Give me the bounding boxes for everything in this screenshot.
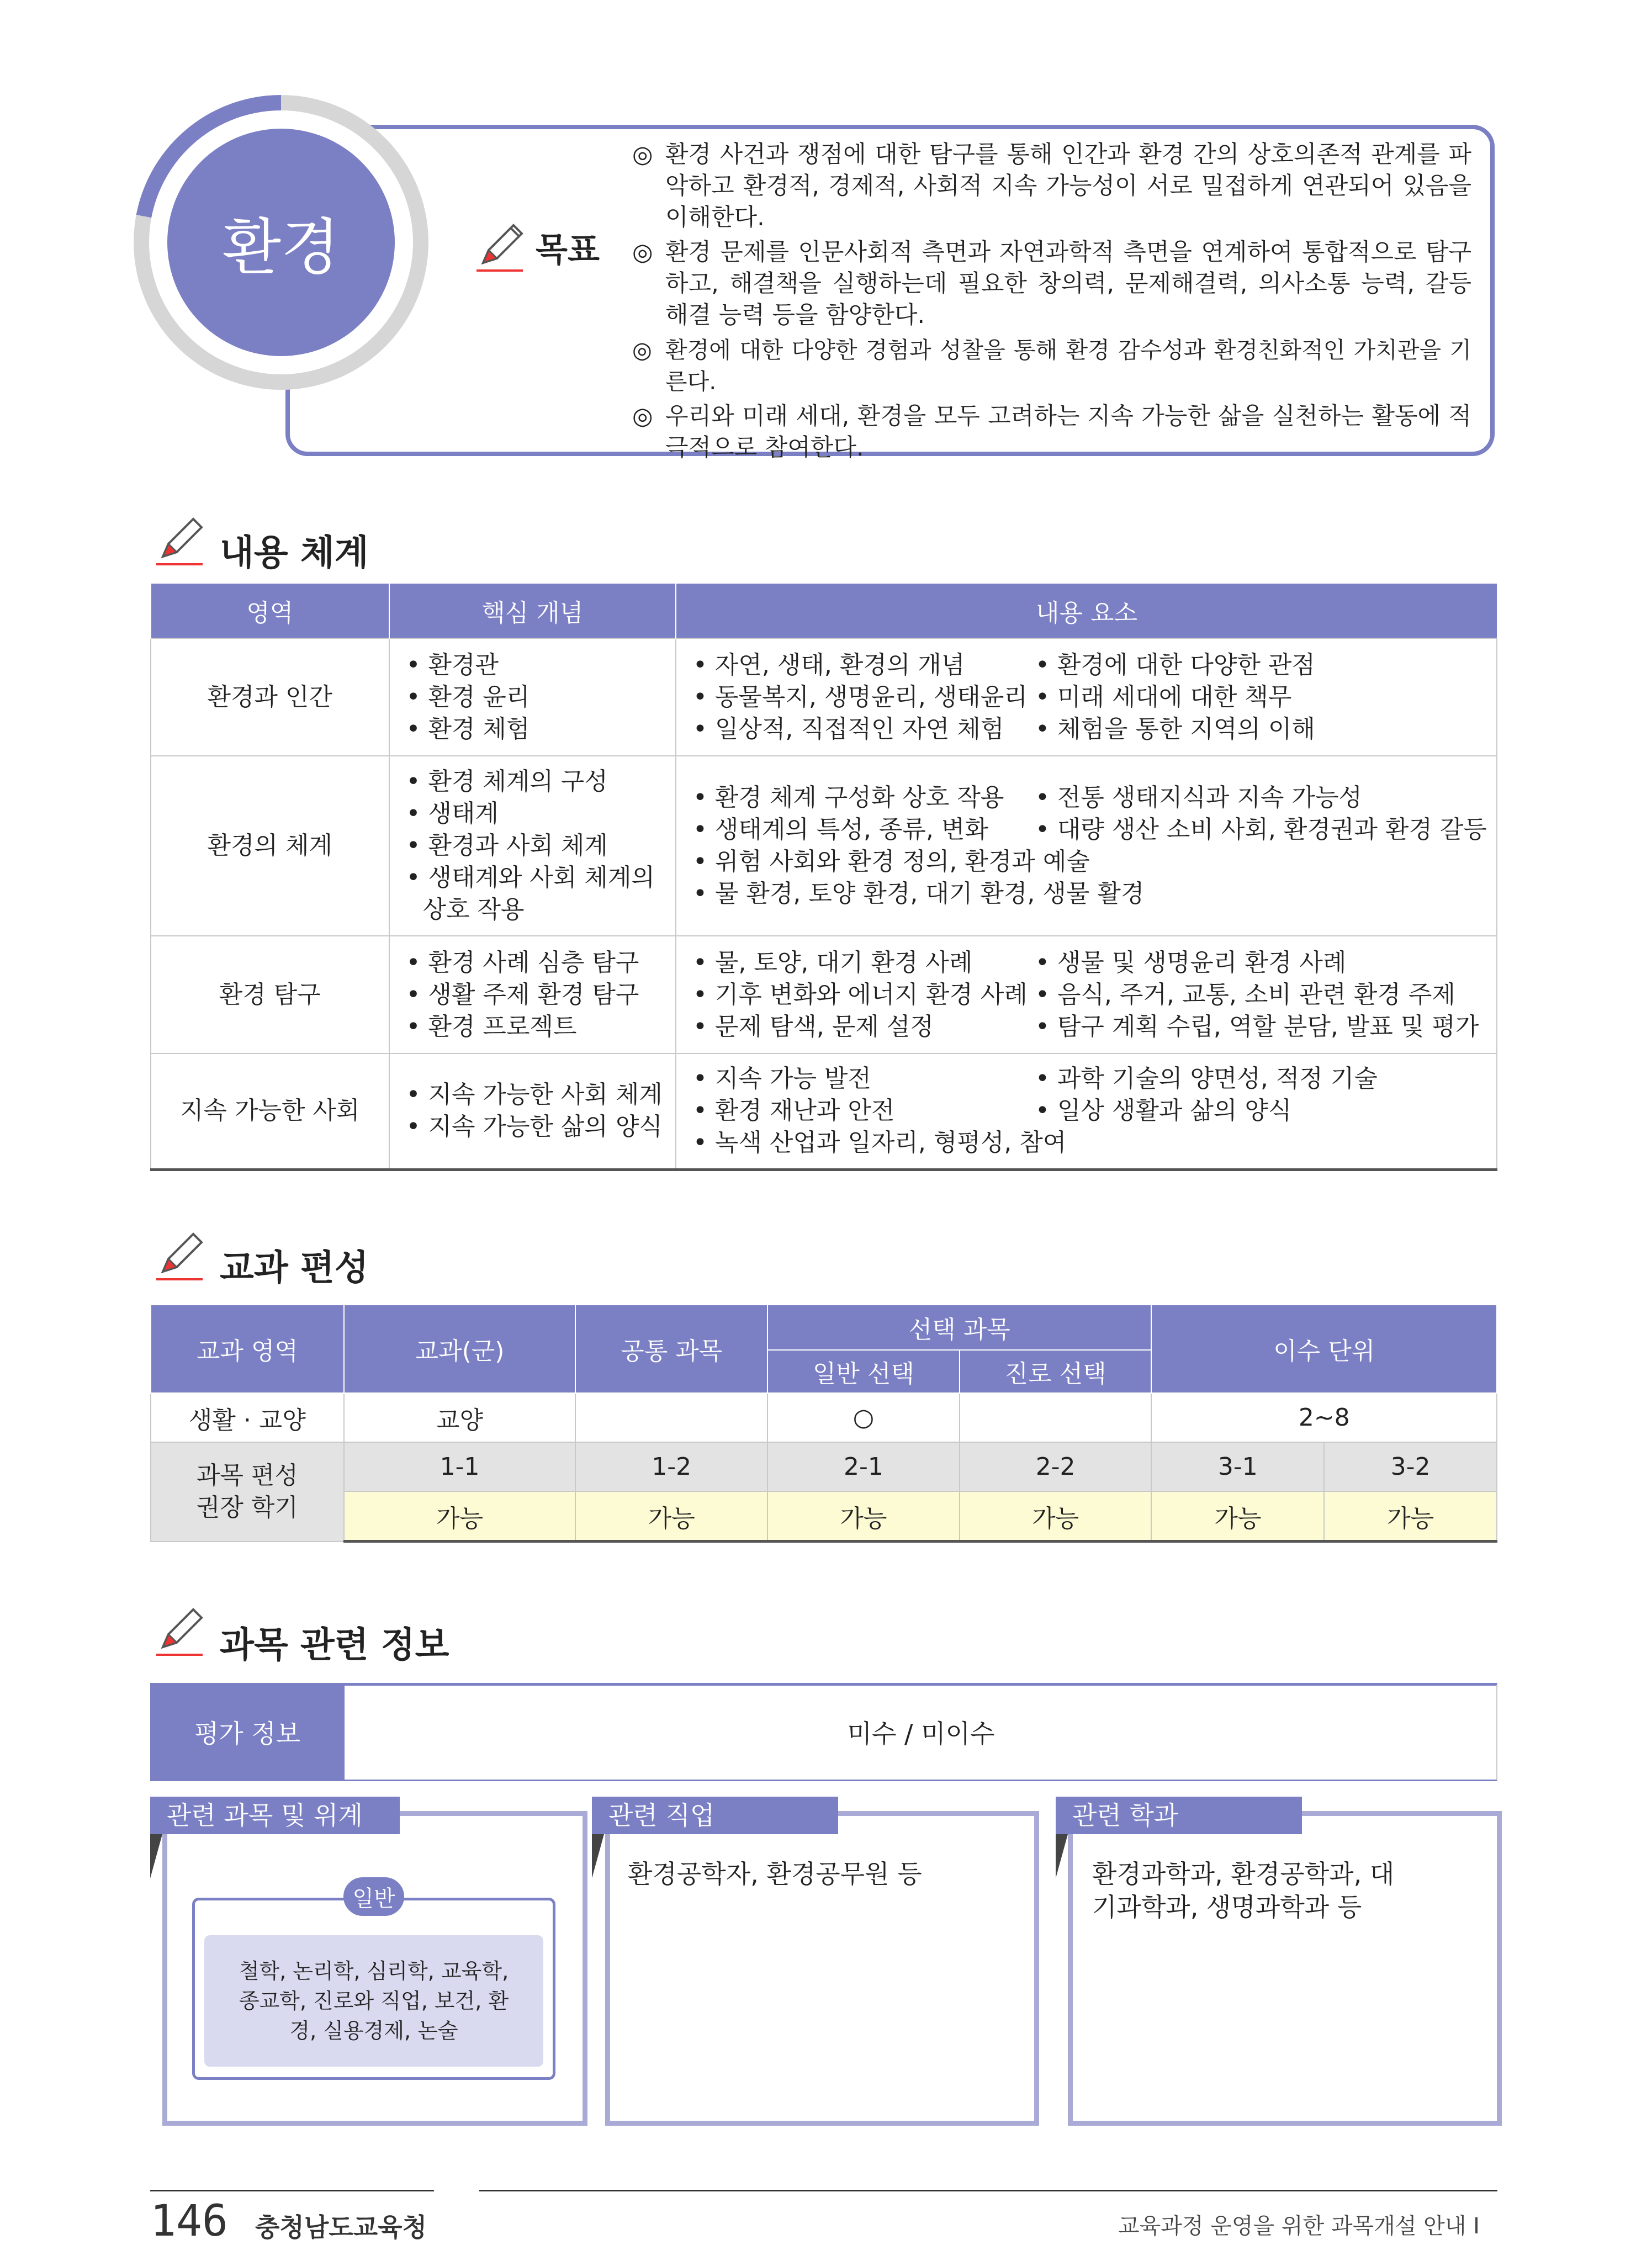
element-item: • 전통 생태지식과 지속 가능성 bbox=[1035, 783, 1362, 812]
eval-value: 미수 / 미이수 bbox=[847, 1719, 995, 1749]
table-row bbox=[151, 638, 1497, 756]
area-cell: 환경 탐구 bbox=[151, 936, 389, 1053]
cell-general: ○ bbox=[767, 1393, 960, 1442]
element-line bbox=[693, 979, 1496, 1011]
element-item: • 자연, 생태, 환경의 개념 bbox=[692, 650, 965, 679]
header-area: 영역 bbox=[151, 584, 389, 638]
cell-units: 2~8 bbox=[1151, 1393, 1497, 1442]
table-row bbox=[151, 756, 1497, 936]
element-line bbox=[693, 947, 1496, 979]
element-item: • 탐구 계획 수립, 역할 분담, 발표 및 평가 bbox=[1035, 1012, 1479, 1041]
cell-semester: 2-1 bbox=[767, 1442, 960, 1491]
element-item: • 체험을 통한 지역의 이해 bbox=[1035, 714, 1315, 743]
element-item: • 문제 탐색, 문제 설정 bbox=[692, 1012, 934, 1041]
goal-item bbox=[632, 139, 1471, 234]
pencil-icon bbox=[152, 513, 207, 569]
goal-marker: ◎ bbox=[632, 403, 653, 430]
goal-marker: ◎ bbox=[632, 141, 653, 168]
concept-cell bbox=[389, 638, 676, 756]
element-item: • 녹색 산업과 일자리, 형평성, 참여 bbox=[692, 1129, 1067, 1157]
element-item: • 위험 사회와 환경 정의, 환경과 예술 bbox=[692, 848, 1090, 876]
section-title-info: 과목 관련 정보 bbox=[220, 1625, 449, 1666]
elements-cell bbox=[676, 936, 1497, 1053]
concept-cell bbox=[389, 936, 676, 1053]
pencil-icon bbox=[152, 1229, 207, 1284]
elements-cell bbox=[676, 638, 1497, 756]
concept-item: • 지속 가능한 사회 체계 bbox=[406, 1081, 663, 1109]
element-line bbox=[693, 846, 1496, 878]
concept-item: • 환경관 bbox=[406, 650, 499, 679]
element-item: • 미래 세대에 대한 책무 bbox=[1035, 682, 1292, 711]
goal-item bbox=[632, 335, 1471, 398]
element-item: • 물 환경, 토양 환경, 대기 환경, 생물 활경 bbox=[692, 880, 1145, 908]
header-subject-area: 교과 영역 bbox=[151, 1305, 344, 1393]
header-career: 진로 선택 bbox=[960, 1350, 1152, 1393]
goal-text: 환경 문제를 인문사회적 측면과 자연과학적 측면을 연계하여 통합적으로 탐구하고, 해결책을 실행하는데 필요한 창의력, 문제해결력, 의사소통 능력, 갈등 해결 능력 등을 함양한다. bbox=[665, 239, 1471, 329]
page-number: 146 bbox=[150, 2196, 228, 2246]
concept-item: • 환경 윤리 bbox=[406, 682, 530, 711]
element-line bbox=[693, 1095, 1496, 1127]
cell-semester: 3-2 bbox=[1324, 1442, 1497, 1491]
concept-item: • 환경 체계의 구성 bbox=[406, 767, 608, 796]
concept-item: 상호 작용 bbox=[422, 896, 525, 924]
cell-availability: 가능 bbox=[1324, 1491, 1497, 1542]
tag-fold bbox=[150, 1834, 162, 1878]
element-item: • 생태계의 특성, 종류, 변화 bbox=[692, 816, 988, 844]
element-item: • 환경 체계 구성화 상호 작용 bbox=[692, 783, 1004, 812]
cell-availability: 가능 bbox=[767, 1491, 960, 1542]
cell-semester: 3-1 bbox=[1151, 1442, 1324, 1491]
related-majors-text: 환경과학과, 환경공학과, 대기과학과, 생명과학과 등 bbox=[1092, 1859, 1395, 1922]
concept-cell bbox=[389, 756, 676, 936]
elements-cell bbox=[676, 756, 1497, 936]
element-item: • 물, 토양, 대기 환경 사례 bbox=[692, 948, 973, 977]
element-item: • 환경에 대한 다양한 관점 bbox=[1035, 650, 1315, 679]
footer-line-right bbox=[479, 2190, 1497, 2191]
goal-item bbox=[632, 401, 1471, 464]
goal-list bbox=[632, 139, 1471, 464]
general-badge: 일반 bbox=[343, 1877, 404, 1916]
goal-item bbox=[632, 237, 1471, 331]
element-item: • 과학 기술의 양면성, 적정 기술 bbox=[1035, 1065, 1378, 1093]
header-subject-group: 교과(군) bbox=[344, 1305, 576, 1393]
concept-item: • 환경 프로젝트 bbox=[406, 1012, 577, 1041]
header-elements: 내용 요소 bbox=[676, 584, 1497, 638]
goal-text: 우리와 미래 세대, 환경을 모두 고려하는 지속 가능한 삶을 실천하는 활동에 적극적으로 참여한다. bbox=[665, 403, 1471, 462]
content-table bbox=[150, 584, 1497, 1171]
header-concept: 핵심 개념 bbox=[389, 584, 676, 638]
cell-semester: 1-1 bbox=[344, 1442, 576, 1491]
tag-fold bbox=[592, 1834, 604, 1878]
element-line bbox=[693, 681, 1496, 713]
area-cell: 환경과 인간 bbox=[151, 638, 389, 756]
cell-availability: 가능 bbox=[575, 1491, 767, 1542]
related-jobs-text: 환경공학자, 환경공무원 등 bbox=[628, 1859, 922, 1889]
area-cell: 환경의 체계 bbox=[151, 756, 389, 936]
element-line bbox=[693, 1063, 1496, 1095]
related-subjects-tag: 관련 과목 및 위계 bbox=[150, 1797, 400, 1834]
area-cell: 지속 가능한 사회 bbox=[151, 1053, 389, 1169]
pencil-icon bbox=[152, 1604, 207, 1659]
goal-text: 환경 사건과 쟁점에 대한 탐구를 통해 인간과 환경 간의 상호의존적 관계를 파악하고 환경적, 경제적, 사회적 지속 가능성이 서로 밀접하게 연관되어 있음을 이해한다. bbox=[665, 141, 1471, 231]
footer-line-left bbox=[150, 2190, 434, 2191]
goal-marker: ◎ bbox=[632, 239, 653, 266]
cell-area: 생활 · 교양 bbox=[151, 1393, 344, 1442]
semester-label-line: 과목 편성 bbox=[196, 1461, 298, 1490]
semester-label-line: 권장 학기 bbox=[196, 1493, 298, 1522]
element-line bbox=[693, 1127, 1496, 1159]
element-line bbox=[693, 878, 1496, 910]
element-item: • 동물복지, 생명윤리, 생태윤리 bbox=[692, 682, 1028, 711]
concept-item: • 환경과 사회 체계 bbox=[406, 832, 608, 860]
pencil-icon bbox=[472, 220, 527, 275]
footer-doc-title: 교육과정 운영을 위한 과목개설 안내 I bbox=[1118, 2214, 1480, 2239]
concept-item: • 생활 주제 환경 탐구 bbox=[406, 980, 639, 1009]
header-elective: 선택 과목 bbox=[767, 1305, 1151, 1350]
concept-item: • 환경 체험 bbox=[406, 714, 530, 743]
cell-common bbox=[575, 1393, 767, 1442]
related-subjects-list: 철학, 논리학, 심리학, 교육학, 종교학, 진로와 직업, 보건, 환경, 실용경제, 논술 bbox=[204, 1935, 543, 2067]
element-item: • 음식, 주거, 교통, 소비 관련 환경 주제 bbox=[1035, 980, 1455, 1009]
table-row bbox=[151, 1393, 1497, 1442]
element-item: • 지속 가능 발전 bbox=[692, 1065, 871, 1093]
header-common: 공통 과목 bbox=[575, 1305, 767, 1393]
table-row bbox=[151, 1442, 1497, 1491]
element-item: • 대량 생산 소비 사회, 환경권과 환경 갈등 bbox=[1035, 816, 1487, 844]
element-item: • 환경 재난과 안전 bbox=[692, 1097, 895, 1125]
tag-fold bbox=[1056, 1834, 1068, 1878]
concept-item: • 환경 사례 심층 탐구 bbox=[406, 948, 639, 977]
eval-label: 평가 정보 bbox=[150, 1683, 345, 1781]
cell-career bbox=[960, 1393, 1152, 1442]
cell-semester: 2-2 bbox=[960, 1442, 1152, 1491]
concept-item: • 생태계와 사회 체계의 bbox=[406, 864, 655, 892]
curriculum-table bbox=[150, 1304, 1497, 1543]
element-line bbox=[693, 814, 1496, 846]
concept-cell bbox=[389, 1053, 676, 1169]
goal-marker: ◎ bbox=[632, 337, 652, 363]
cell-availability: 가능 bbox=[1151, 1491, 1324, 1542]
element-item: • 기후 변화와 에너지 환경 사례 bbox=[692, 980, 1028, 1009]
table-row bbox=[151, 1053, 1497, 1169]
footer-org: 충청남도교육청 bbox=[255, 2212, 427, 2242]
element-item: • 일상 생활과 삶의 양식 bbox=[1035, 1097, 1292, 1125]
elements-cell bbox=[676, 1053, 1497, 1169]
table-row bbox=[151, 1491, 1497, 1542]
element-item: • 일상적, 직접적인 자연 체험 bbox=[692, 714, 1004, 743]
subject-title: 환경 bbox=[167, 129, 395, 356]
element-line bbox=[693, 713, 1496, 745]
goal-label: 목표 bbox=[536, 231, 600, 269]
element-line bbox=[693, 1011, 1496, 1043]
goal-text: 환경에 대한 다양한 경험과 성찰을 통해 환경 감수성과 환경친화적인 가치관을 기른다. bbox=[665, 337, 1471, 395]
cell-group: 교양 bbox=[344, 1393, 576, 1442]
cell-availability: 가능 bbox=[960, 1491, 1152, 1542]
section-title-curriculum: 교과 편성 bbox=[220, 1248, 369, 1289]
element-line bbox=[693, 649, 1496, 681]
element-line bbox=[693, 782, 1496, 814]
section-title-content: 내용 체계 bbox=[220, 533, 369, 574]
related-jobs-tag: 관련 직업 bbox=[592, 1797, 838, 1834]
table-row bbox=[151, 936, 1497, 1053]
cell-semester-label bbox=[151, 1442, 344, 1542]
element-item: • 생물 및 생명윤리 환경 사례 bbox=[1035, 948, 1347, 977]
header-units: 이수 단위 bbox=[1151, 1305, 1497, 1393]
cell-availability: 가능 bbox=[344, 1491, 576, 1542]
header-general: 일반 선택 bbox=[767, 1350, 960, 1393]
concept-item: • 지속 가능한 삶의 양식 bbox=[406, 1113, 663, 1141]
related-majors-tag: 관련 학과 bbox=[1056, 1797, 1302, 1834]
concept-item: • 생태계 bbox=[406, 799, 499, 828]
cell-semester: 1-2 bbox=[575, 1442, 767, 1491]
